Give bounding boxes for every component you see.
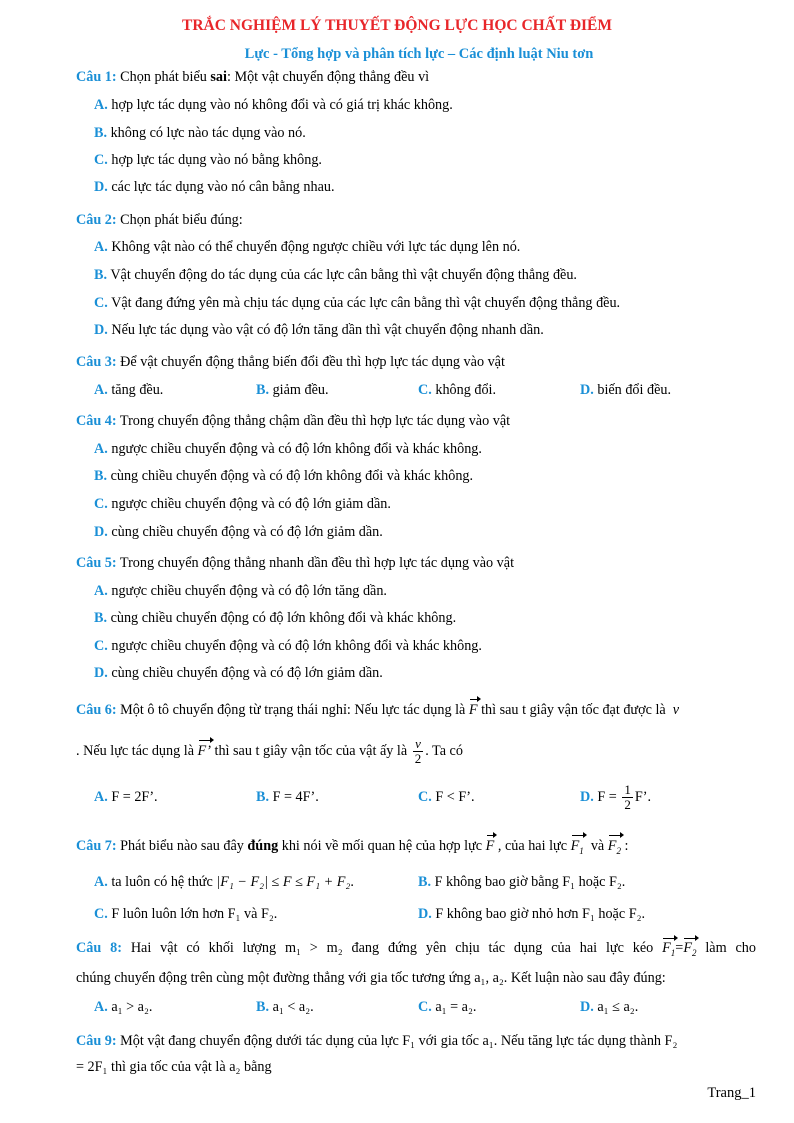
q4-option-b[interactable]: B. cùng chiều chuyển động và có độ lớn không đổi và khác không. xyxy=(94,468,474,484)
q5-option-a[interactable]: A. ngược chiều chuyển động và có độ lớn tăng dần. xyxy=(94,583,387,599)
fraction-v-half: $\frac{v}{2}$ xyxy=(414,736,422,766)
q1-option-d[interactable]: D. các lực tác dụng vào nó cân bằng nhau. xyxy=(94,179,335,195)
q7-option-c[interactable]: C. F luôn luôn lớn hơn F₁ và F₂. xyxy=(94,906,278,922)
q6-option-c[interactable]: C. F < F’. xyxy=(418,789,475,805)
question-5: Câu 5: Trong chuyển động thẳng nhanh dần đều thì hợp lực tác dụng vào vật xyxy=(76,555,515,571)
question-label: Câu 2: xyxy=(76,212,117,228)
question-label: Câu 9: xyxy=(76,1033,117,1049)
question-8: Câu 8: Hai vật có khối lượng m₁ > m₂ đang đứng yên chịu tác dụng của hai lực kéo $F_1=F_2$ làm cho xyxy=(76,940,756,958)
force-vector-F: F xyxy=(485,838,495,854)
force-vector-F2: $F_2$ xyxy=(683,940,697,958)
question-9: Câu 9: Một vật đang chuyển động dưới tác dụng của lực F₁ với gia tốc a₁. Nếu tăng lực tác dụng thành F₂ xyxy=(76,1033,678,1049)
q7-option-a[interactable]: A. ta luôn có hệ thức |F₁ − F₂| ≤ F ≤ F₁ + F₂. xyxy=(94,874,354,890)
fraction-one-half: $\frac{1}{2}$ xyxy=(624,782,631,813)
question-label: Câu 6: xyxy=(76,702,117,718)
question-label: Câu 1: xyxy=(76,69,117,85)
q6-option-a[interactable]: A. F = 2F’. xyxy=(94,789,158,805)
question-label: Câu 4: xyxy=(76,413,117,429)
force-vector-F1: $F_1$ xyxy=(571,837,584,860)
q5-option-b[interactable]: B. cùng chiều chuyển động có độ lớn không đổi và khác không. xyxy=(94,610,457,626)
question-1: Câu 1: Chọn phát biểu sai: Một vật chuyển động thẳng đều vì xyxy=(76,69,430,85)
q3-option-c[interactable]: C. không đổi. xyxy=(418,382,497,398)
question-6-line-2: . Nếu lực tác dụng là F’ thì sau t giây vận tốc của vật ấy là $\frac{v}{2}$ . Ta có xyxy=(76,736,463,766)
q5-option-c[interactable]: C. ngược chiều chuyển động và có độ lớn không đổi và khác không. xyxy=(94,638,482,654)
q7-option-b[interactable]: B. F không bao giờ bằng F₁ hoặc F₂. xyxy=(418,874,626,890)
question-4: Câu 4: Trong chuyển động thẳng chậm dần đều thì hợp lực tác dụng vào vật xyxy=(76,413,511,429)
q2-option-b[interactable]: B. Vật chuyển động do tác dụng của các lực cân bằng thì vật chuyển động thẳng đều. xyxy=(94,267,577,283)
q2-option-a[interactable]: A. Không vật nào có thể chuyển động ngược chiều với lực tác dụng lên nó. xyxy=(94,239,521,255)
question-label: Câu 3: xyxy=(76,354,117,370)
force-vector-F2: $F_2$ xyxy=(608,837,621,860)
q1-option-c[interactable]: C. hợp lực tác dụng vào nó bằng không. xyxy=(94,152,322,168)
inequality-formula: |F₁ − F₂| ≤ F ≤ F₁ + F₂ xyxy=(216,874,351,890)
question-3: Câu 3: Để vật chuyển động thẳng biến đổi đều thì hợp lực tác dụng vào vật xyxy=(76,354,505,370)
q8-option-d[interactable]: D. a₁ ≤ a₂. xyxy=(580,999,639,1015)
q8-option-a[interactable]: A. a₁ > a₂. xyxy=(94,999,153,1015)
q3-option-d[interactable]: D. biến đổi đều. xyxy=(580,382,672,398)
q8-option-b[interactable]: B. a₁ < a₂. xyxy=(256,999,314,1015)
force-vector-F-prime: F’ xyxy=(197,742,211,759)
q3-option-a[interactable]: A. tăng đều. xyxy=(94,382,164,398)
q2-option-d[interactable]: D. Nếu lực tác dụng vào vật có độ lớn tăng dần thì vật chuyển động nhanh dần. xyxy=(94,322,544,338)
question-7: Câu 7: Phát biểu nào sau đây đúng khi nói về mối quan hệ của hợp lực F , của hai lực $F_1$ và $F_2$ : xyxy=(76,837,628,860)
q3-option-b[interactable]: B. giảm đều. xyxy=(256,382,329,398)
q6-option-d[interactable]: D. F = $\frac{1}{2}$ F’. xyxy=(580,782,652,813)
page-number: Trang_1 xyxy=(707,1085,756,1101)
q5-option-d[interactable]: D. cùng chiều chuyển động và có độ lớn giảm dần. xyxy=(94,665,383,681)
q8-option-c[interactable]: C. a₁ = a₂. xyxy=(418,999,477,1015)
q6-option-b[interactable]: B. F = 4F’. xyxy=(256,789,319,805)
force-vector-F: F xyxy=(468,702,478,718)
q4-option-d[interactable]: D. cùng chiều chuyển động và có độ lớn giảm dần. xyxy=(94,524,383,540)
question-8-line-2: chúng chuyển động trên cùng một đường thẳng với gia tốc tương ứng a₁, a₂. Kết luận nào sau đây đúng: xyxy=(76,970,666,986)
question-2: Câu 2: Chọn phát biểu đúng: xyxy=(76,212,243,228)
question-6: Câu 6: Một ô tô chuyển động từ trạng thái nghỉ: Nếu lực tác dụng là F thì sau t giây vận tốc đạt được là v xyxy=(76,702,680,718)
page-title: TRẮC NGHIỆM LÝ THUYẾT ĐỘNG LỰC HỌC CHẤT ĐIỂM xyxy=(181,17,613,34)
question-label: Câu 8: xyxy=(76,940,122,956)
question-label: Câu 5: xyxy=(76,555,117,571)
q1-option-b[interactable]: B. không có lực nào tác dụng vào nó. xyxy=(94,125,306,141)
q1-option-a[interactable]: A. hợp lực tác dụng vào nó không đổi và có giá trị khác không. xyxy=(94,97,453,113)
question-9-line-2: = 2F₁ thì gia tốc của vật là a₂ bằng xyxy=(76,1059,272,1075)
force-vector-F1: $F_1$ xyxy=(662,940,676,958)
question-label: Câu 7: xyxy=(76,838,117,854)
q7-option-d[interactable]: D. F không bao giờ nhỏ hơn F₁ hoặc F₂. xyxy=(418,906,646,922)
q2-option-c[interactable]: C. Vật đang đứng yên mà chịu tác dụng của các lực cân bằng thì vật chuyển động thẳng đều. xyxy=(94,295,621,311)
q4-option-c[interactable]: C. ngược chiều chuyển động và có độ lớn giảm dần. xyxy=(94,496,391,512)
page-subtitle: Lực - Tổng hợp và phân tích lực – Các định luật Niu tơn xyxy=(244,46,594,62)
q4-option-a[interactable]: A. ngược chiều chuyển động và có độ lớn không đổi và khác không. xyxy=(94,441,482,457)
